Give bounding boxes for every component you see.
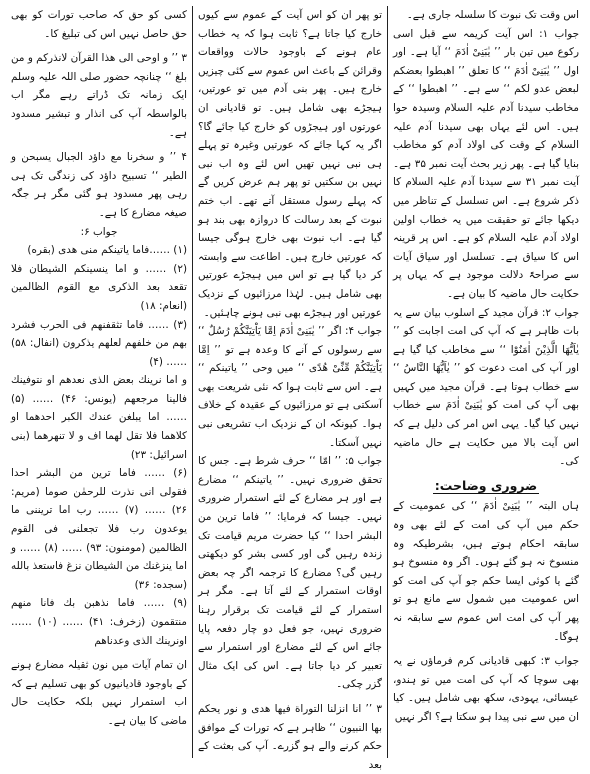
answer-label: جواب ۶:	[80, 225, 118, 238]
right-column	[388, 6, 584, 758]
verse-list-item: (۲) …… و اما ینسینكم الشیطان فلا تقعد بعد الذكرى مع القوم الظالمین (انعام: ۱۸)	[11, 262, 187, 312]
paragraph: جواب ۳: کبھی قادیانی کرم فرماؤں نے یہ بھی سوچا کہ آپ کی امت میں تو ہندو، عیسائی، یہودی، سکھ بھی شامل ہیں۔ کیا ان میں سے نبی پیدا ہو سکتا ہے؟ اگر نہیں	[393, 655, 580, 723]
section-heading	[393, 477, 579, 496]
section-heading-text: ضروری وضاحت:	[434, 477, 538, 493]
verse-list-item: (۶) …… فاما ترین من البشر احدا فقولی انی نذرت للرحمٰن صوما (مریم: ۲۶) …… (۷) …… رب اما تریننی ما یوعدون رب فلا تجعلنی فی القوم الظالمین (مومنون: ۹۳) …… (۸) …… و اما ینزغنك من الشیطان نزغ فاستعذ بالله (سجده: ۳۶)	[11, 467, 187, 591]
verse-list-item: و اما نرینك بعض الذی نعدهم او نتوفینك فالینا مرجعهم (یونس: ۴۶) …… (۵) …… اما یبلغن عندك الكبر احدهما او كلاهما فلا تقل لهما اف و لا تنهرهما (بنی اسرائیل: ۲۳)	[11, 374, 187, 461]
paragraph: ہاں البتہ ’’ یٰبَنِیْ اٰدَمَ ‘‘ کی عمومیت کے حکم میں آپ کی امت کے لئے بھی وہ سابقہ احکام ہوتے ہیں، بشرطیکہ وہ منسوخ نہ ہو گئے ہوں۔ اگر وہ منسوخ ہو گئے یا کوئی ایسا حکم جو آپ کی امت کو اس عمومیت میں شمول سے مانع ہو تو پھر آپ کی امت اس عموم سے سابقہ نہ ہوگا۔	[393, 500, 579, 643]
paragraph: تو پھر ان کو اس آیت کے عموم سے کیوں خارج کیا جاتا ہے؟ ثابت ہوا کہ یہ خطاب عام ہونے کے باوجود حالات وواقعات وقرائن کے باعث اس عموم سے کئی چیزیں خارج ہیں۔ پھر بنی آدم میں تو عورتیں، ہیجڑے بھی شامل ہیں۔ تو قادیانی ان عورتوں اور ہیجڑوں کو خارج کیا جائے گا؟ اگر یہ کہا جائے کہ عورتیں وغیرہ تو پہلے ہی نبی نہیں تھیں اس لئے وہ اب نبی نہیں بن سکتیں تو پھر ہم عرض کریں گے کہ پہلے رسول مستقل آتے تھے۔ اب ختم نبوت کے بعد رسالت کا دروازہ بھی بند ہو گیا ہے۔ اب نبوت بھی خارج ہوگی جیسا کہ عورتیں خارج ہیں۔ اطاعت سے وابستہ کر دیا گیا ہے تو اس میں ہیجڑے عورتیں بھی شامل ہیں۔ لہٰذا مرزائیوں کے نزدیک عورتیں اور ہیجڑے بھی نبی ہونے چاہئیں۔	[198, 9, 382, 319]
paragraph: ۳ ’’ و اوحی الی هذا القرآن لانذركم و من بلغ ‘‘ چنانچہ حضور صلی اللہ علیہ وسلم ایک زمانہ تک ڈراتے رہے مگر اب بالواسطہ آپ کی انذار و تبشیر مسدود ہے۔	[11, 52, 187, 139]
middle-column	[192, 6, 388, 771]
paragraph: ۳ ’’ انا انزلنا التوراة فیها هدى و نور یحكم بها النبیون ‘‘ ظاہر ہے کہ تورات کے موافق حکم کرنے والے ہو گزرے۔ آپ کی بعثت کے بعد	[198, 702, 382, 771]
paragraph: ان تمام آیات میں نون ثقیلہ مضارع ہونے کے باوجود قادیانیوں کو بھی تسلیم ہے کہ اب استمرار نہیں بلکہ حکایت حال ماضی کا بیان ہے۔	[11, 659, 187, 727]
paragraph: جواب ۴: اگر ’’ یٰبَنِیْ اٰدَمَ اِمَّا یَاْتِیَنَّكُمْ رُسُلٌ ‘‘ سے رسولوں کے آنے کا وعدہ ہے تو ’’ اِمَّا یَاْتِیَنَّكُمْ مِّنِّیْ هُدًى ‘‘ میں وحی ’’ یاتینکم ‘‘ ہے۔ اس سے ثابت ہوا کہ نئی شریعت بھی آسکتی ہے تو مرزائیوں کے عقیدہ کے خلاف ہوا۔ کیونکہ ان کے نزدیک اب تشریعی نبی نہیں آسکتا۔	[198, 325, 383, 449]
paragraph: کسی کو حق کہ صاحب تورات کو بھی حق حاصل نہیں اس کی تبلیغ کا۔	[11, 9, 187, 40]
verse-list-item: (۳) …… فاما تثقفنهم فی الحرب فشرد بهم من خلفهم لعلهم یذكرون (انفال: ۵۸) …… (۴)	[11, 318, 187, 368]
paragraph: جواب ۲: قرآن مجید کے اسلوب بیان سے یہ بات ظاہر ہے کہ آپ کی امت اجابت کو ’’ یٰاَیُّهَا الَّذِیْنَ اٰمَنُوْا ‘‘ سے مخاطب کیا گیا ہے اور آپ کی امت دعوت کو ’’ یٰاَیُّهَا النَّاسُ ‘‘ سے خطاب ہوتا ہے۔ قرآن مجید میں کہیں بھی آپ کی امت کو یٰبَنِیْ اٰدَمَ سے خطاب نہیں کیا گیا۔ یہی اس امر کی دلیل ہے کہ اس آیت بالا میں حکایت ہے حال ماضیہ کی۔	[393, 306, 579, 468]
verse-list-item: (۱) ……فاما یاتینكم منی هدى (بقره)	[27, 244, 187, 257]
paragraph: ۴ ’’ و سخرنا مع داؤد الجبال یسبحن و الطیر ‘‘ تسبیح داؤد کی زندگی تک ہی رہی پھر مسدود ہو گئی مگر ہر جگہ صیغہ مضارع کا ہے۔	[11, 151, 187, 219]
paragraph: جواب ۱: اس آیت کریمہ سے قبل اسی رکوع میں تین بار ’’ یٰبَنِیْ اٰدَمَ ‘‘ آیا ہے۔ اور اول ’’ یٰبَنِیْ اٰدَمَ ‘‘ کا تعلق ’’ اهبطوا بعضكم لبعض عدو لكم ‘‘ سے ہے۔ ’’ اهبطوا ‘‘ کے مخاطب سیدنا آدم علیہ السلام وسیدہ حوا ہیں۔ اس لئے یہاں بھی سیدنا آدم علیہ السلام کے وقت کی اولاد آدم کو مخاطب بنایا گیا ہے۔ پھر زیر بحث آیت نمبر ۳۵ ہے۔ آیت نمبر ۳۱ سے سیدنا آدم علیہ السلام کا ذکر شروع ہے۔ اس تسلسل کے تناظر میں دیکھا جائے تو حقیقت میں یہ خطاب اولین اولاد آدم علیہ السلام کو ہے۔ اس پر قرینہ اس کا سیاق ہے۔ تسلسل اور سیاق آیات سے صراحۃً دلالت موجود ہے کہ یہاں پر حکایت حال ماضیہ کا بیان ہے۔	[393, 27, 579, 300]
verse-list-item: (۹) …… فاما نذهبن بك فانا منهم منتقمون (زخرف: ۴۱) …… (۱۰) …… اونرینك الذی وعدناهم	[11, 597, 187, 647]
paragraph: جواب ۵: ’’ امّا ‘‘ حرف شرط ہے۔ جس کا تحقق ضروری نہیں۔ ’’ یاتینکم ‘‘ مضارع ہے اور ہر مضارع کے لئے استمرار ضروری نہیں۔ جیسا کہ فرمایا: ’’ فاما ترین من البشر احدا ‘‘ کیا حضرت مریم قیامت تک زندہ رہیں گی اور کسی بشر کو دیکھتی رہیں گی؟ مضارع کا ترجمہ اگر چہ بعض اوقات استمرار کے لئے آتا ہے۔ مگر ہر استمرار کے لئے قیامت تک برقرار رہنا ضروری نہیں، جو فعل دو چار دفعہ پایا جائے اس کے لئے مضارع اور استمرار سے تعبیر کر دیا جاتا ہے۔ اس کی ایک مثال گزر چکی۔	[198, 455, 383, 691]
left-column	[6, 6, 192, 758]
paragraph: اس وقت تک نبوت کا سلسلہ جاری ہے۔	[406, 9, 579, 21]
